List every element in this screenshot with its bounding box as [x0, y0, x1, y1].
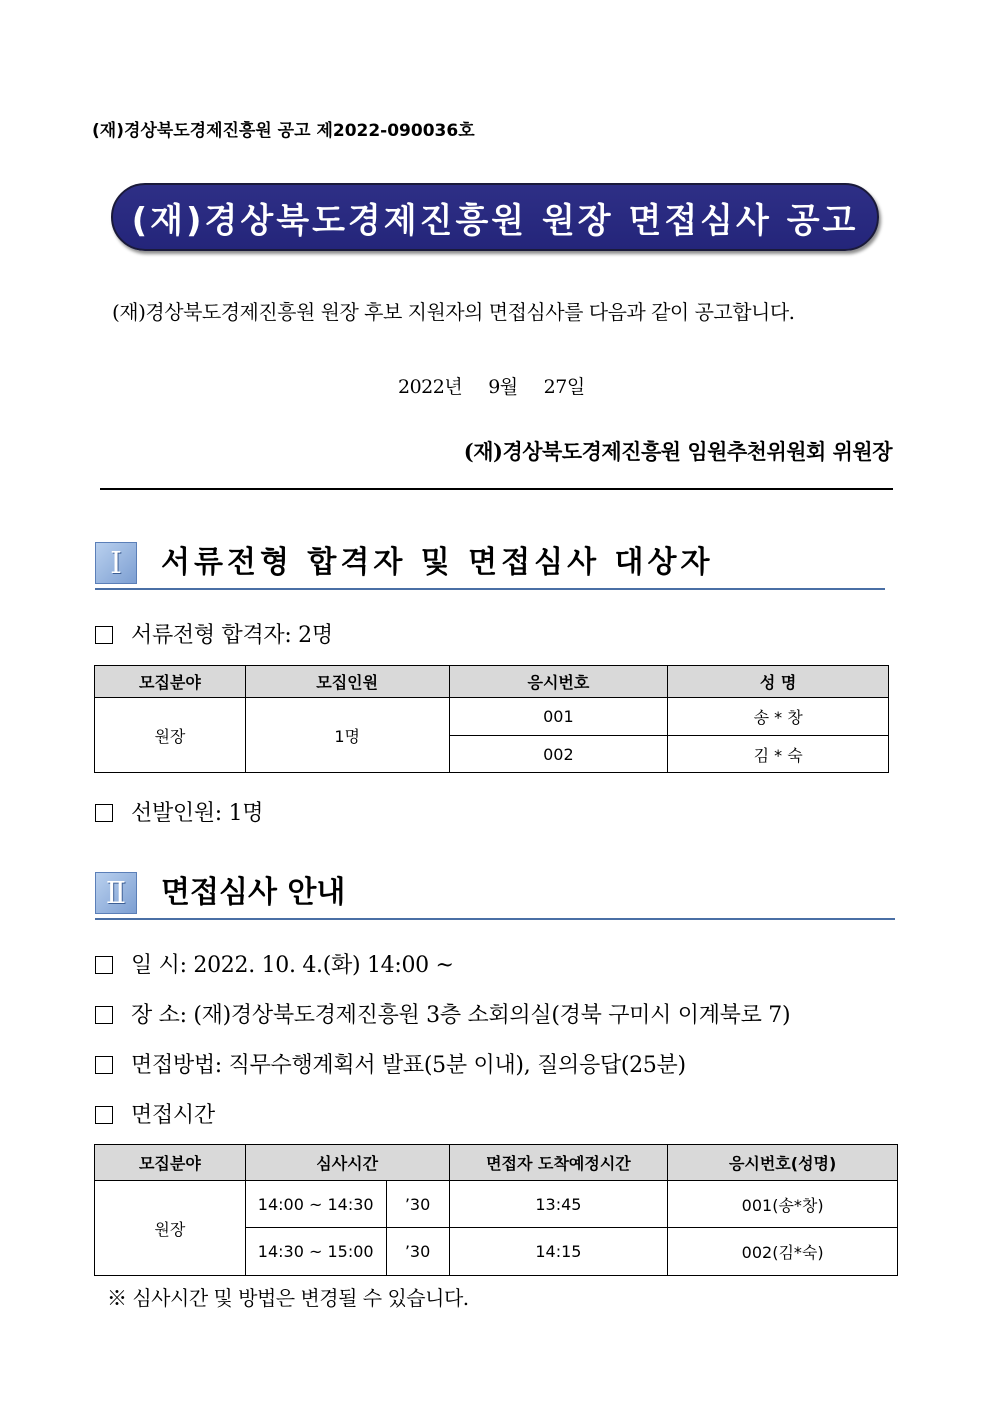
cell-time: 14:30 ~ 15:00 [245, 1228, 386, 1276]
cell-count: 1명 [245, 698, 449, 773]
notice-date [398, 372, 611, 399]
cell-applicant: 002(김*숙) [668, 1228, 898, 1276]
checkbox-icon [95, 626, 113, 644]
section1-title: 서류전형 합격자 및 면접심사 대상자 [161, 545, 714, 580]
checkbox-icon [95, 1056, 113, 1074]
section2-header [95, 872, 895, 918]
schedule-label: 면접시간 [131, 1103, 215, 1128]
cell-duration: ’30 [386, 1181, 449, 1228]
passed-count-item [95, 618, 333, 649]
section2-title: 면접심사 안내 [161, 875, 346, 910]
date-day: 27일 [543, 376, 585, 398]
cell-arrival: 13:45 [449, 1181, 668, 1228]
datetime-text: 일 시: 2022. 10. 4.(화) 14:00 ~ [131, 953, 454, 978]
header-count: 모집인원 [245, 666, 449, 698]
cell-arrival: 14:15 [449, 1228, 668, 1276]
title-banner [111, 183, 879, 251]
checkbox-icon [95, 1106, 113, 1124]
cell-time: 14:00 ~ 14:30 [245, 1181, 386, 1228]
divider [100, 488, 893, 490]
page-title: (재)경상북도경제진흥원 원장 면접심사 공고 [131, 200, 859, 241]
section1-header [95, 542, 885, 588]
header-field: 모집분야 [95, 666, 246, 698]
signer: (재)경상북도경제진흥원 임원추천위원회 위원장 [463, 439, 892, 464]
cell-field: 원장 [95, 1181, 246, 1276]
method-text: 면접방법: 직무수행계획서 발표(5분 이내), 질의응답(25분) [131, 1053, 686, 1078]
section1-numeral: Ⅰ [95, 542, 137, 584]
header-field: 모집분야 [95, 1145, 246, 1181]
table-row [95, 698, 889, 736]
passed-table [94, 665, 889, 773]
header-time: 심사시간 [245, 1145, 449, 1181]
method-item [95, 1048, 686, 1079]
cell-applicant: 001(송*창) [668, 1181, 898, 1228]
date-month: 9월 [488, 376, 518, 398]
passed-count-label: 서류전형 합격자: 2명 [131, 623, 333, 648]
cell-name: 송 * 창 [668, 698, 889, 736]
cell-field: 원장 [95, 698, 246, 773]
date-year: 2022년 [398, 376, 463, 398]
place-item [95, 998, 790, 1029]
place-text: 장 소: (재)경상북도경제진흥원 3층 소회의실(경북 구미시 이계북로 7) [131, 1003, 791, 1028]
section2-numeral: Ⅱ [95, 872, 137, 914]
cell-name: 김 * 숙 [668, 736, 889, 773]
cell-number: 002 [449, 736, 668, 773]
checkbox-icon [95, 956, 113, 974]
cell-number: 001 [449, 698, 668, 736]
section1-underline [95, 588, 885, 590]
checkbox-icon [95, 1006, 113, 1024]
header-name: 성 명 [668, 666, 889, 698]
schedule-table [94, 1144, 898, 1276]
cell-duration: ’30 [386, 1228, 449, 1276]
section2-underline [95, 918, 895, 920]
header-arrival: 면접자 도착예정시간 [449, 1145, 668, 1181]
notice-number: (재)경상북도경제진흥원 공고 제2022-090036호 [92, 121, 475, 141]
selection-label: 선발인원: 1명 [131, 801, 264, 826]
checkbox-icon [95, 804, 113, 822]
header-applicant: 응시번호(성명) [668, 1145, 898, 1181]
intro-text: (재)경상북도경제진흥원 원장 후보 지원자의 면접심사를 다음과 같이 공고합니다. [112, 300, 795, 324]
header-number: 응시번호 [449, 666, 668, 698]
table-row [95, 1181, 898, 1228]
footnote: ※ 심사시간 및 방법은 변경될 수 있습니다. [107, 1286, 469, 1310]
datetime-item [95, 948, 454, 979]
selection-item [95, 796, 263, 827]
schedule-item [95, 1098, 215, 1129]
